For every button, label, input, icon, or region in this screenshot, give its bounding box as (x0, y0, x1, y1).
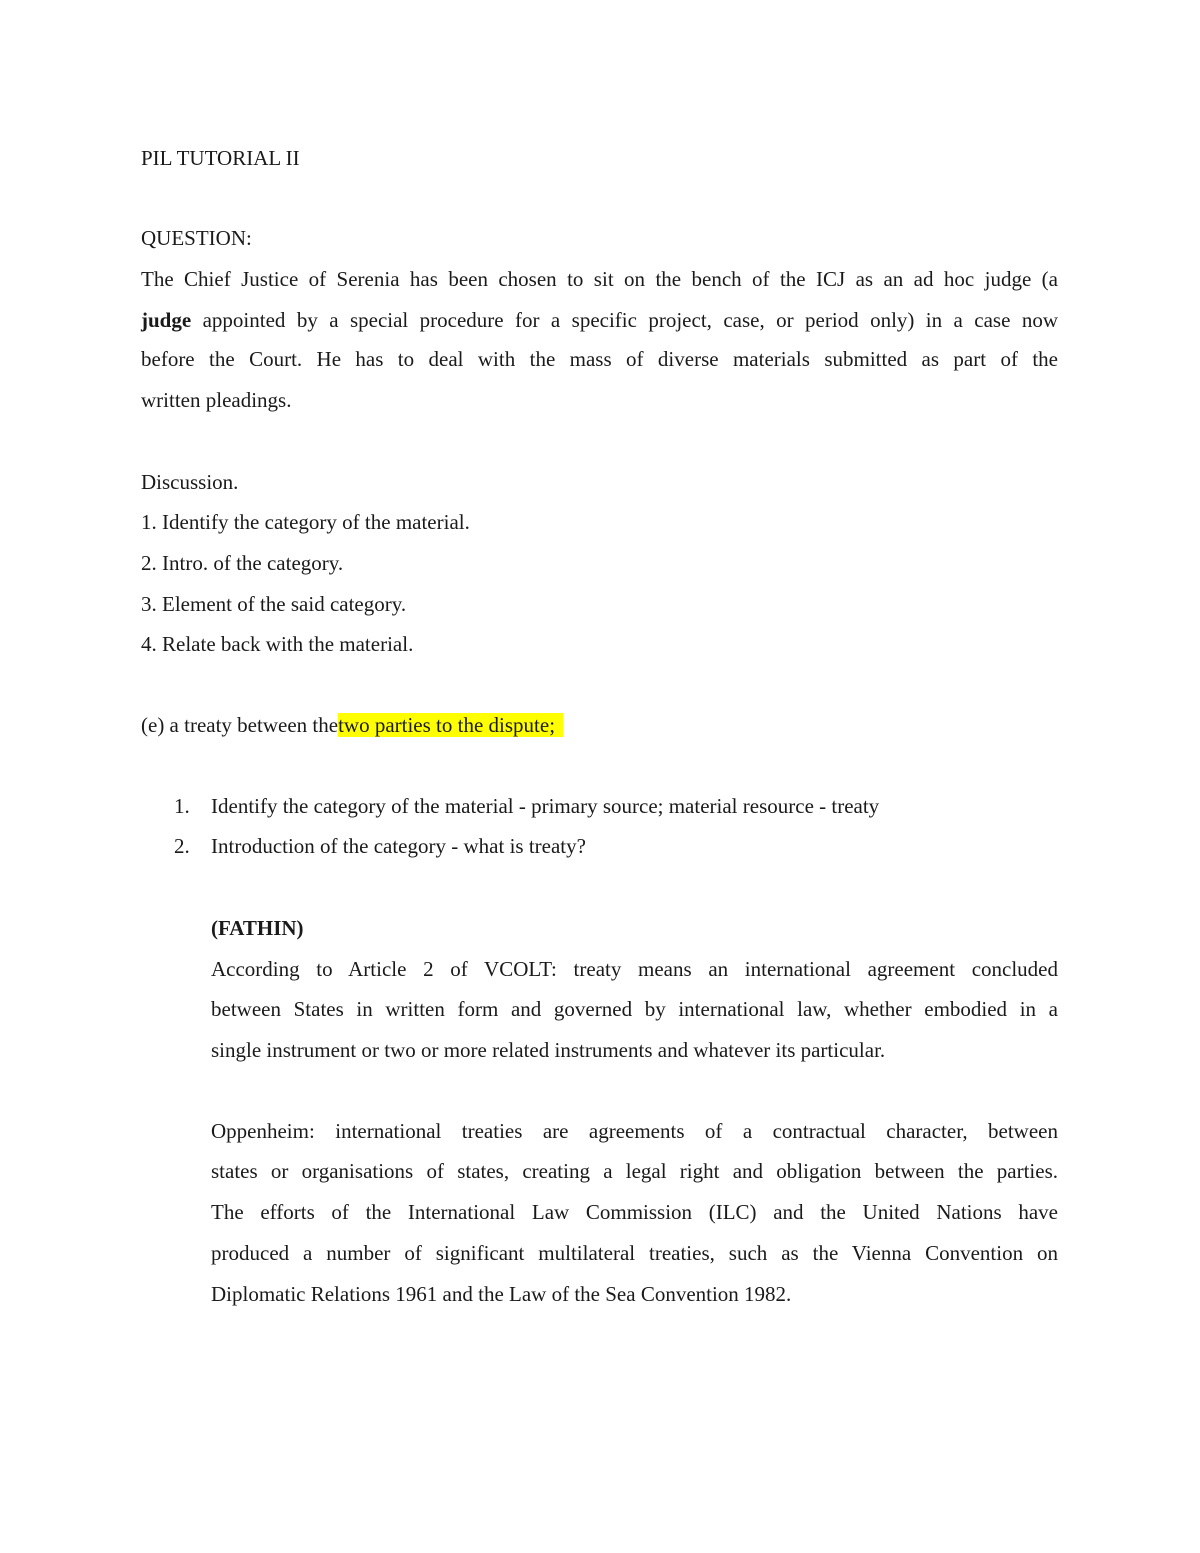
question-label: QUESTION: (141, 226, 252, 250)
oppenheim-line-4: produced a number of significant multilateral treaties, such as the Vienna Convention on (211, 1241, 1058, 1265)
highlighted-text: two parties to the dispute; (338, 713, 563, 737)
oppenheim-line-1: Oppenheim: international treaties are agreements of a contractual character, between (211, 1119, 1058, 1143)
vcolt-line-1: According to Article 2 of VCOLT: treaty means an international agreement concluded (211, 957, 1058, 981)
question-line-2-text: appointed by a special procedure for a specific project, case, or period only) in a case now (191, 308, 1058, 332)
oppenheim-line-3: The efforts of the International Law Commission (ILC) and the United Nations have (211, 1200, 1058, 1224)
step-number: 1. (174, 794, 190, 818)
material-prefix: (e) a treaty between the (141, 713, 339, 737)
oppenheim-line-2: states or organisations of states, creating a legal right and obligation between the parties. (211, 1159, 1058, 1183)
discussion-item: 3. Element of the said category. (141, 592, 407, 616)
discussion-label: Discussion. (141, 470, 239, 494)
vcolt-line-2: between States in written form and governed by international law, whether embodied in a (211, 997, 1058, 1021)
step-text: Identify the category of the material - primary source; material resource - treaty (211, 794, 880, 818)
oppenheim-line-5: Diplomatic Relations 1961 and the Law of the Sea Convention 1982. (211, 1282, 792, 1306)
question-bold-word: judge (141, 308, 192, 332)
vcolt-line-3: single instrument or two or more related instruments and whatever its particular. (211, 1038, 886, 1062)
discussion-item: 2. Intro. of the category. (141, 551, 344, 575)
question-line-1: The Chief Justice of Serenia has been chosen to sit on the bench of the ICJ as an ad hoc judge (a (141, 267, 1058, 291)
question-line-2 (141, 307, 1058, 333)
document-title: PIL TUTORIAL II (141, 146, 300, 170)
step-text: Introduction of the category - what is treaty? (211, 834, 586, 858)
material-line (141, 712, 563, 738)
question-line-3: before the Court. He has to deal with the mass of diverse materials submitted as part of the (141, 347, 1058, 371)
question-line-4: written pleadings. (141, 388, 292, 412)
author-label: (FATHIN) (211, 916, 304, 940)
discussion-item: 1. Identify the category of the material. (141, 510, 470, 534)
discussion-item: 4. Relate back with the material. (141, 632, 414, 656)
step-number: 2. (174, 834, 190, 858)
